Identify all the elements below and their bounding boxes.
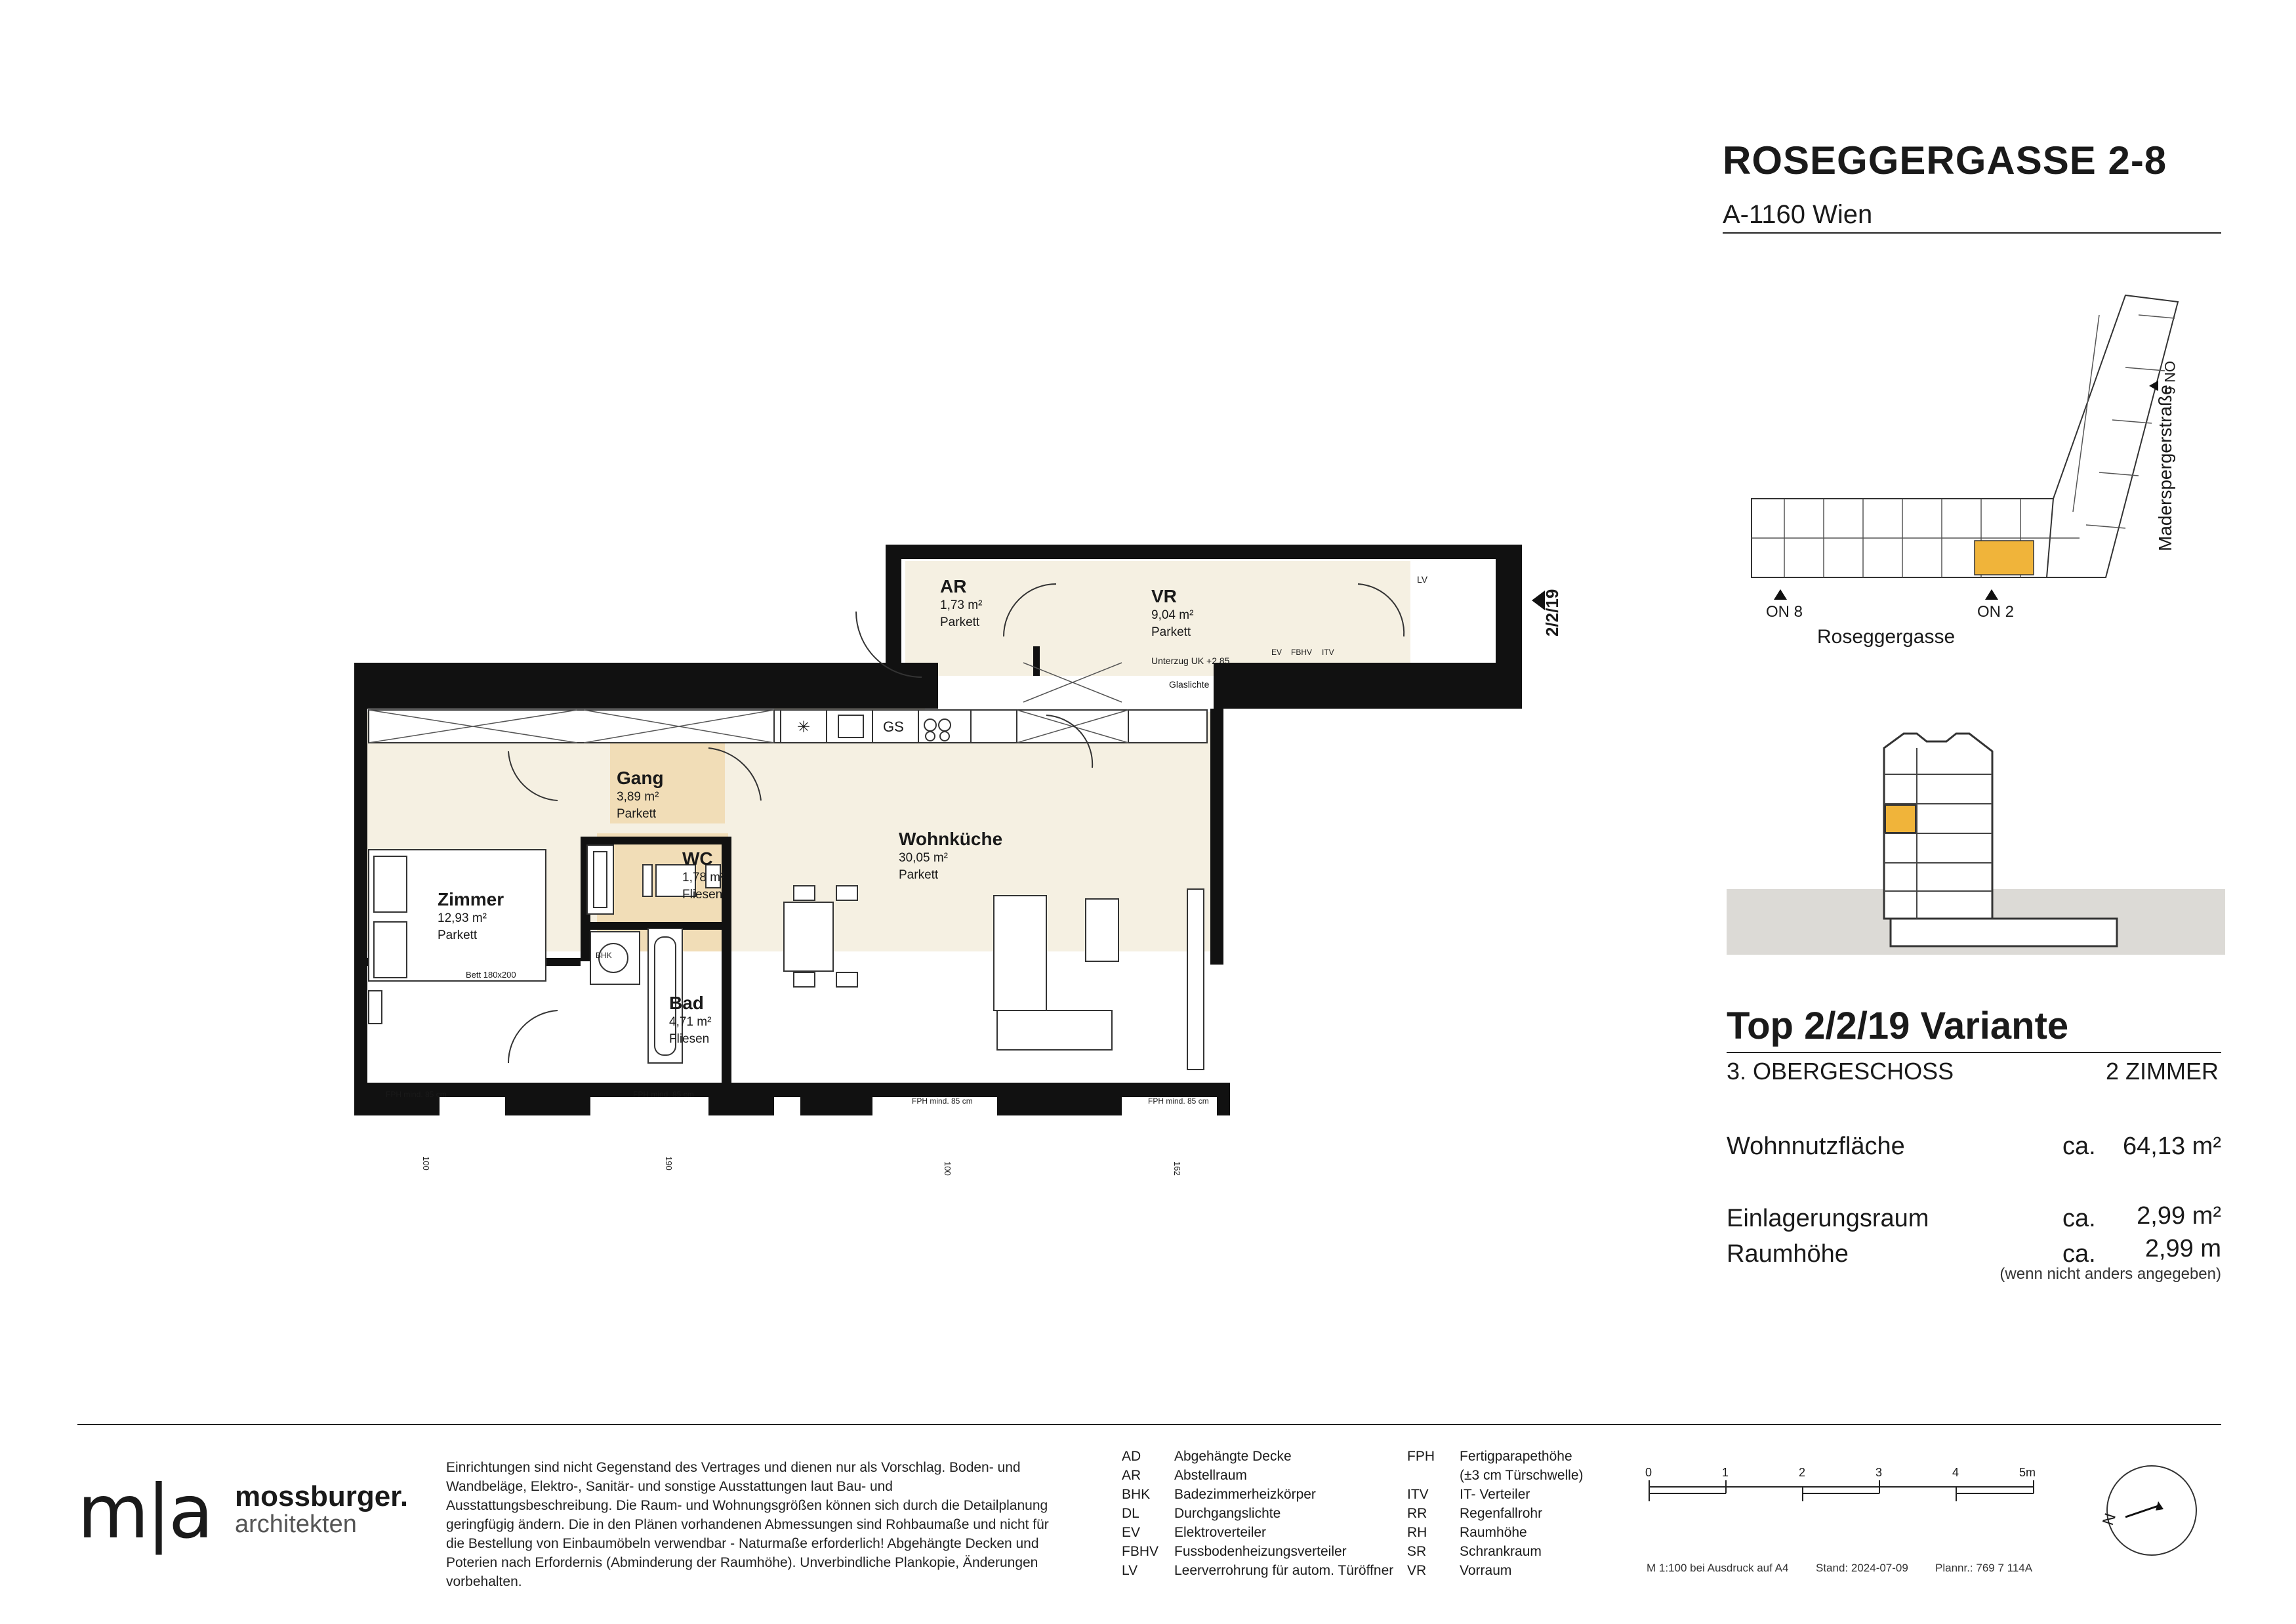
area-ca: ca.: [2062, 1133, 2096, 1160]
room-name: Bad: [669, 993, 704, 1013]
header-rule: [1723, 232, 2221, 234]
area-note: (wenn nicht anders angegeben): [1999, 1265, 2221, 1283]
wall: [354, 663, 938, 709]
sill-note: FPH mind. 85 cm: [386, 1090, 447, 1099]
fbhv-label: FBHV: [1291, 648, 1313, 657]
abbreviation-row: DL Durchgangslichte: [1122, 1506, 1281, 1521]
room-floor: Parkett: [438, 928, 478, 942]
wall: [1214, 663, 1522, 709]
dishwasher-label: GS: [883, 718, 904, 735]
street-label: Maderspergerstraße: [2155, 385, 2175, 551]
scale-tick: 1: [1722, 1466, 1729, 1479]
abbreviation-row: FPH Fertigparapethöhe: [1407, 1449, 1572, 1464]
room-name: AR: [940, 576, 967, 596]
area-value: 2,99 m²: [2137, 1202, 2221, 1230]
abbreviation-row: RH Raumhöhe: [1407, 1525, 1527, 1540]
sill-note: FPH mind. 85 cm: [633, 1090, 694, 1099]
wall: [354, 663, 367, 1096]
floor-plan: [341, 538, 1588, 1181]
wall: [581, 837, 731, 844]
room-floor: Fliesen: [682, 888, 723, 902]
entrance-marker-icon: [1774, 589, 1787, 600]
lv-label: LV: [1417, 574, 1428, 585]
area-value: 64,13 m²: [2123, 1133, 2221, 1160]
sill-height: 190: [664, 1156, 674, 1171]
project-city: A-1160 Wien: [1723, 200, 1873, 229]
wall: [1496, 545, 1522, 663]
plan-date: Stand: 2024-07-09: [1816, 1562, 1908, 1574]
site-key-plan: [1732, 289, 2244, 656]
entrance-marker-icon: [1985, 589, 1998, 600]
room-name: Wohnküche: [899, 829, 1003, 849]
scale-tick: 2: [1799, 1466, 1806, 1479]
area-label: Raumhöhe: [1727, 1240, 1849, 1268]
bhk-label: BHK: [596, 951, 612, 960]
area-value: 2,99 m: [2144, 1235, 2221, 1262]
unit-rule: [1727, 1052, 2221, 1053]
scale-note: M 1:100 bei Ausdruck auf A4: [1647, 1562, 1789, 1574]
abbreviation-row: AR Abstellraum: [1122, 1468, 1247, 1483]
room-floor: Parkett: [899, 868, 939, 882]
abbreviation-row: VR Vorraum: [1407, 1563, 1512, 1578]
sill-height: 162: [1172, 1161, 1182, 1176]
sill-height: 100: [421, 1156, 431, 1171]
project-title: ROSEGGERGASSE 2-8: [1723, 138, 2167, 182]
abbreviation-list: [1407, 1447, 1643, 1580]
wall: [708, 1083, 774, 1115]
unit-floor: 3. OBERGESCHOSS: [1727, 1058, 1954, 1085]
abbreviation-row: SR Schrankraum: [1407, 1544, 1542, 1559]
room-area: 1,78 m²: [682, 871, 725, 885]
abbreviation-row: LV Leerverrohrung für autom. Türöffner: [1122, 1563, 1394, 1578]
unit-title: Top 2/2/19 Variante: [1727, 1005, 2069, 1047]
entrance-label: ON 8: [1766, 603, 1803, 621]
abbreviation-row: AD Abgehängte Decke: [1122, 1449, 1292, 1464]
scale-tick: 4: [1952, 1466, 1959, 1479]
room-area: 30,05 m²: [899, 851, 948, 865]
unterzug-label: Unterzug UK +2,85: [1151, 656, 1230, 666]
unit-level-highlight: [1885, 805, 1916, 833]
brand-subtitle: architekten: [235, 1510, 357, 1538]
abbreviation-list: [1122, 1447, 1397, 1580]
disclaimer-text: Einrichtungen sind nicht Gegenstand des Vertrages und dienen nur als Vorschlag. Boden- und Wandbeläge, Elektro-, Sanitär- und sonstige Ausstattungen laut Bau- und Ausstattungsbeschreibung. Die Raum- und Wohnungsgrößen können sich durch die Detailplanung geringfügig ändern. Die in den Plänen vorhandenen Abmessungen sind Rohbaumaße und nicht für die Bestellung von Einbaumöbeln verwendbar - Naturmaße erforderlich! Abgehängte Decken und Poterien nach Erfordernis (Abminderung der Raumhöhe). Unverbindliche Plankopie, Änderungen vorbehalten.: [446, 1460, 1049, 1589]
wall: [886, 545, 1522, 559]
abbreviation-row: (±3 cm Türschwelle): [1460, 1468, 1584, 1483]
abbreviation-row: EV Elektroverteiler: [1122, 1525, 1267, 1540]
room-floor: Fliesen: [669, 1032, 710, 1046]
street-label: Roseggergasse: [1817, 626, 1956, 648]
brand-name: mossburger.: [235, 1480, 409, 1512]
area-ca: ca.: [2062, 1205, 2096, 1232]
area-ca: ca.: [2062, 1240, 2096, 1268]
footer-rule: [77, 1424, 2221, 1425]
plan-number: Plannr.: 769 7 114A: [1935, 1562, 2033, 1574]
room-name: WC: [682, 848, 713, 869]
room-floor: Parkett: [617, 807, 657, 821]
entrance-label: ON 2: [1977, 603, 2015, 621]
wall: [1217, 1083, 1230, 1115]
compass-label: N: [2099, 1511, 2120, 1528]
area-label: Einlagerungsraum: [1727, 1205, 1929, 1232]
room-area: 3,89 m²: [617, 790, 659, 804]
sill-note: FPH mind. 85 cm: [912, 1096, 973, 1106]
sill-height: 100: [943, 1161, 953, 1176]
room-area: 4,71 m²: [669, 1015, 712, 1029]
abbreviation-row: RR Regenfallrohr: [1407, 1506, 1543, 1521]
room-name: Gang: [617, 768, 664, 788]
building-section: [1727, 722, 2232, 958]
ev-label: EV: [1271, 648, 1282, 657]
north-arrow-icon: [2086, 1463, 2217, 1562]
wall: [800, 1083, 872, 1115]
fan-icon: ✳: [797, 718, 811, 736]
room-area: 9,04 m²: [1151, 608, 1194, 622]
glaslichte-label: Glaslichte: [1169, 679, 1210, 690]
scale-tick: 3: [1876, 1466, 1883, 1479]
unit-highlight: [1975, 541, 2034, 575]
scale-tick: 0: [1645, 1466, 1652, 1479]
room-name: Zimmer: [438, 889, 504, 909]
wall: [997, 1083, 1122, 1115]
unit-tag: 2/2/19: [1542, 589, 1562, 636]
room-name: VR: [1151, 586, 1177, 606]
abbreviation-row: ITV IT- Verteiler: [1407, 1487, 1530, 1502]
room-area: 1,73 m²: [940, 598, 983, 612]
wall: [886, 545, 901, 676]
scale-bar: [1633, 1463, 2053, 1516]
scale-tick: 5m: [2019, 1466, 2036, 1479]
abbreviation-row: BHK Badezimmerheizkörper: [1122, 1487, 1316, 1502]
room-floor: Parkett: [940, 615, 980, 629]
area-label: Wohnnutzfläche: [1727, 1133, 1905, 1160]
itv-label: ITV: [1322, 648, 1334, 657]
unit-rooms: 2 ZIMMER: [2105, 1058, 2219, 1085]
bed-label: Bett 180x200: [466, 970, 516, 980]
room-floor: Parkett: [1151, 625, 1191, 639]
abbreviation-row: FBHV Fussbodenheizungsverteiler: [1122, 1544, 1347, 1559]
wall: [505, 1083, 590, 1115]
room-area: 12,93 m²: [438, 911, 487, 925]
entrance-label: ON 6: [2162, 361, 2178, 395]
wall: [1210, 709, 1223, 965]
sill-note: FPH mind. 85 cm: [1148, 1096, 1209, 1106]
wall: [1033, 646, 1040, 676]
wall: [354, 1083, 440, 1115]
brand-logo: m|a: [77, 1470, 211, 1555]
